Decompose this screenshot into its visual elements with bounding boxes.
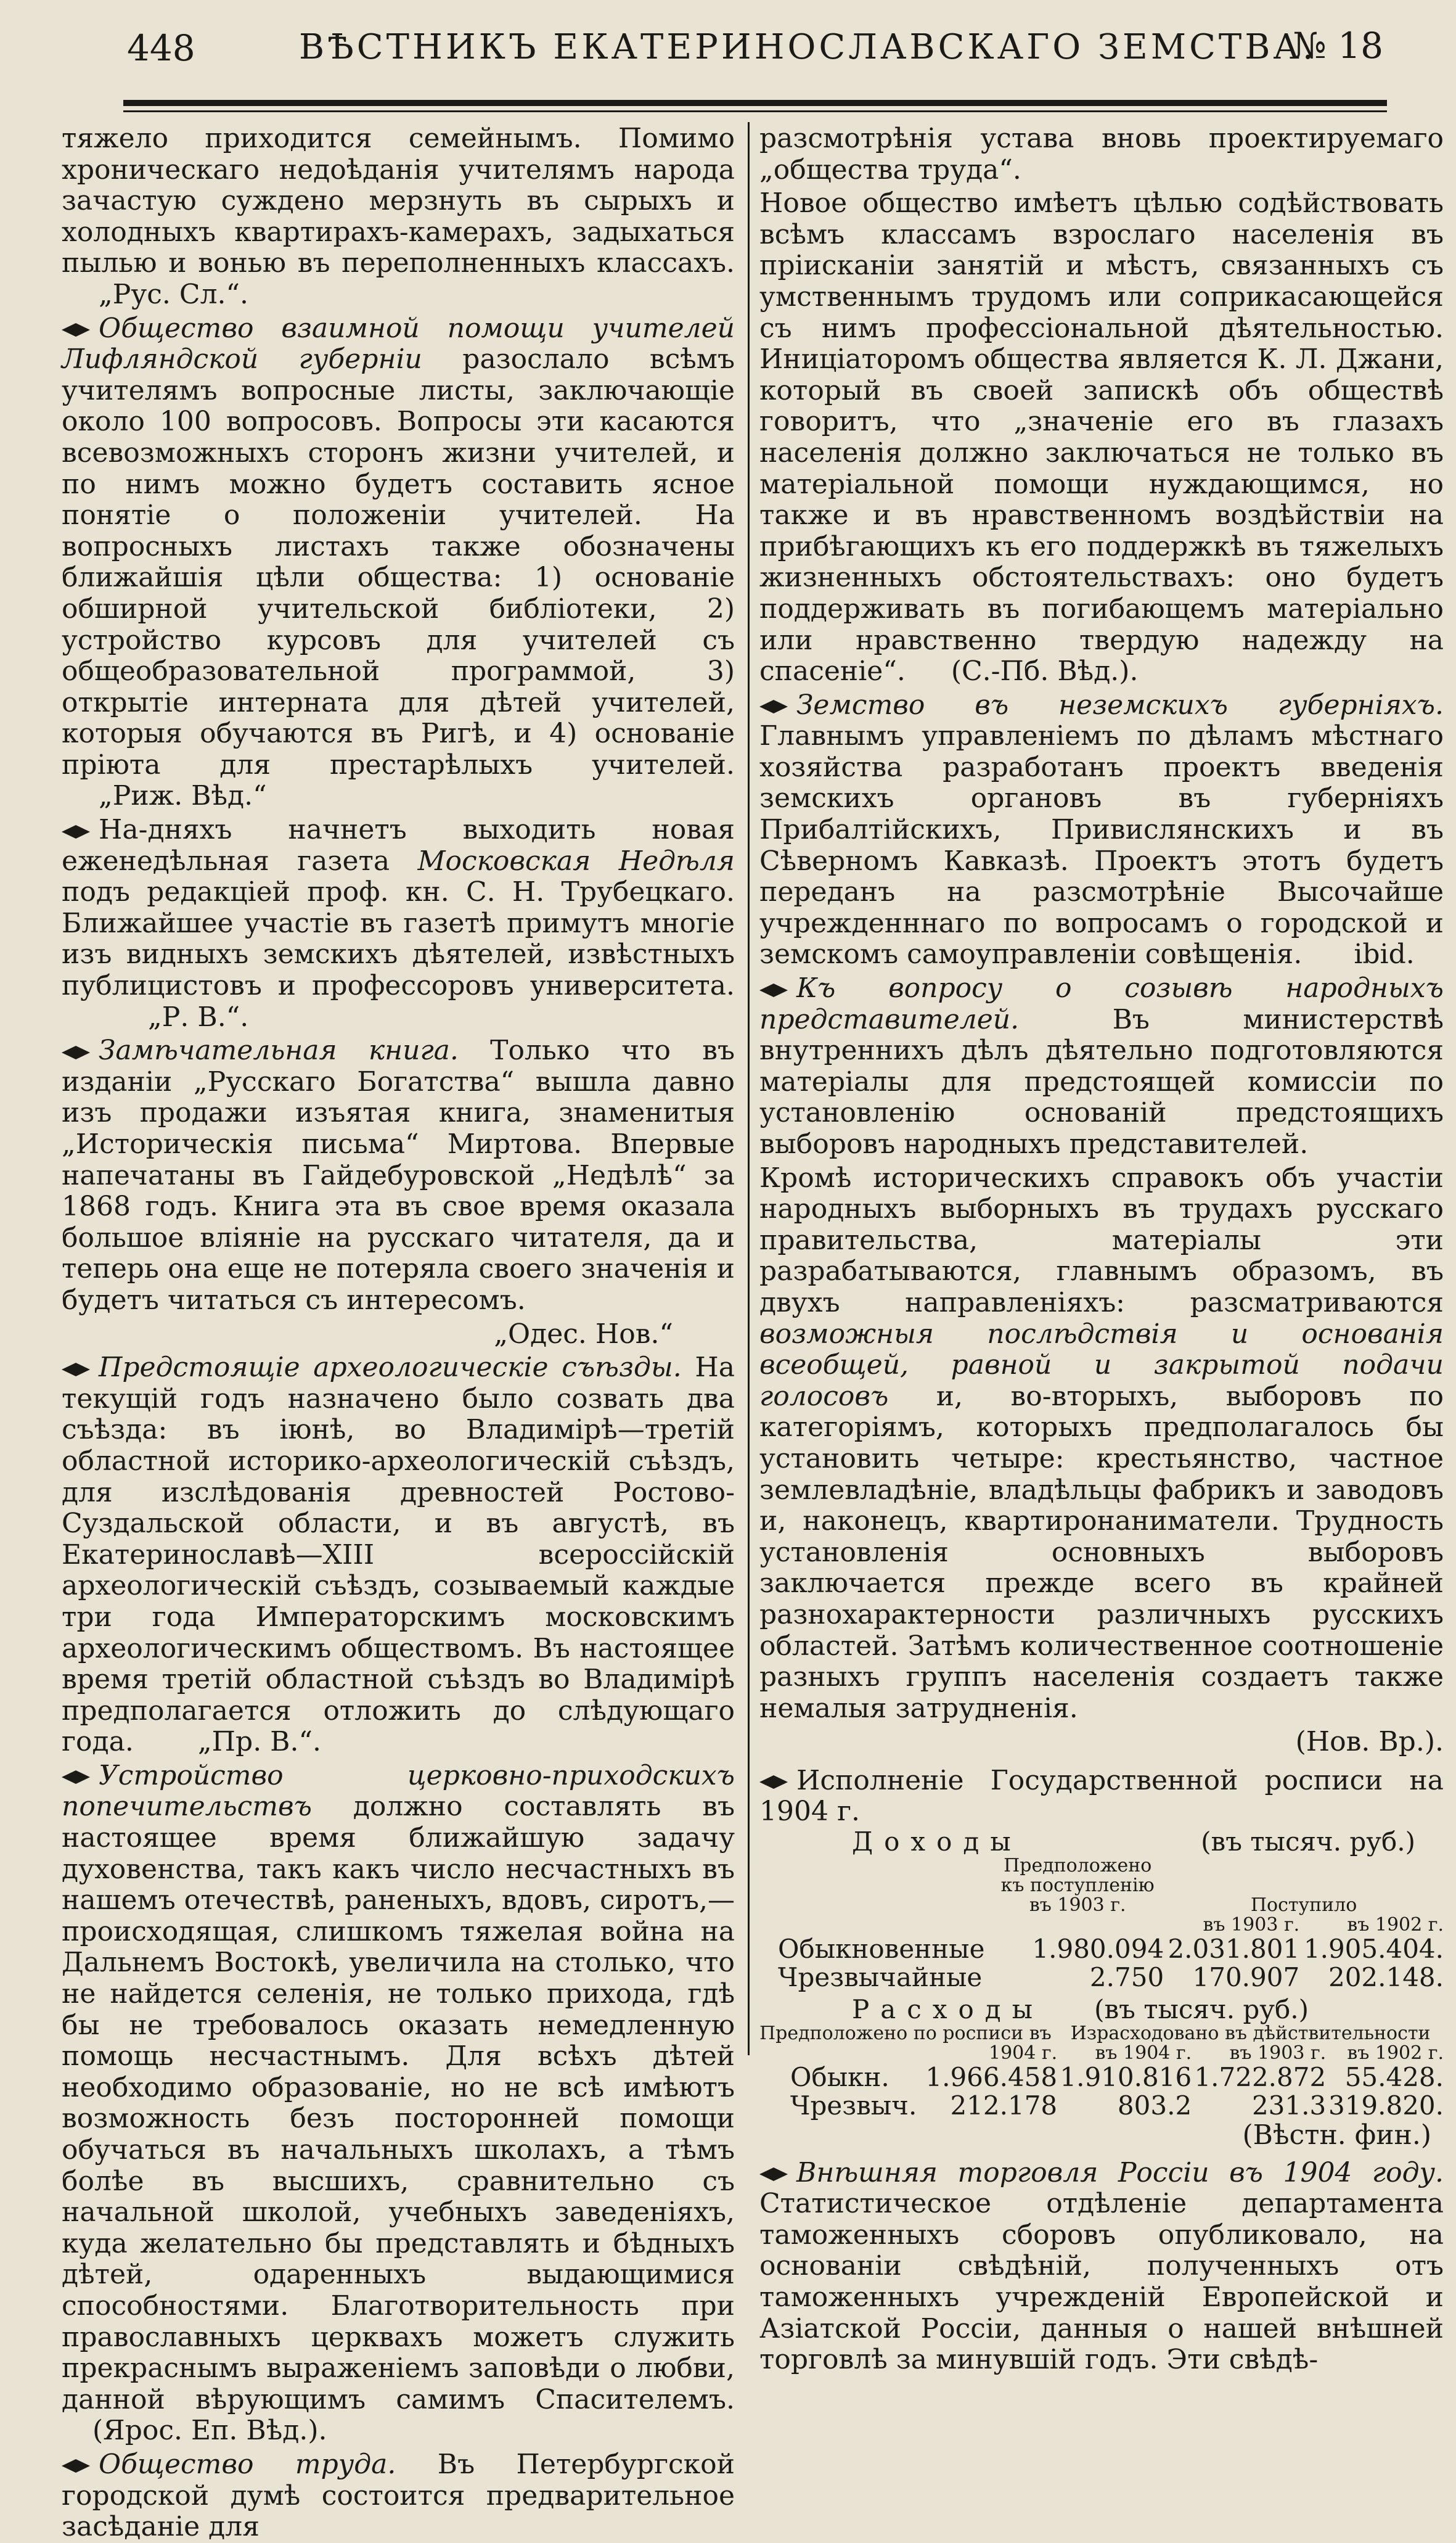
article-remarkable-book: Замѣчательная книга. Только что въ изданіи „Русскаго Богатства“ вышла давно изъ продажи изъятая книга, знаменитыя „Историческія письма“ Миртова. Впервые напечатаны въ Гайдебуровской „Недѣлѣ“ за 1868 годъ. Книга эта въ свое время оказала большое вліяніе на русскаго читателя, да и теперь она еще не потеряла своего значенія и будетъ читаться съ интересомъ. — [62, 1035, 735, 1316]
income-col-1902: въ 1902 г. — [1347, 1914, 1444, 1936]
article-title: Московская Недѣля — [417, 845, 735, 877]
bullet-diamond-icon — [62, 2459, 90, 2473]
bullet-diamond-icon — [62, 323, 90, 337]
header-rule-thin — [123, 110, 1387, 112]
expense-table: Расходы (въ тысяч. руб.) Предположено по росписи въ Израсходовано въ дѣйствительности 1904 г. въ 1904 г. въ 1903 г. въ 1902 г. Обыкн. 1.966.458 1.910.816 1.722.872 55.428. Чрезвыч. 212.178 803.2 231.3 319.820. — [759, 1994, 1444, 2121]
article-labour-society-body: Новое общество имѣетъ цѣлью содѣйствовать всѣмъ классамъ взрослаго населенія въ пріисканіи занятій и мѣстъ, связанныхъ съ умственнымъ трудомъ или соприкасающейся съ нимъ профессіональной дѣятельностью. Иниціаторомъ общества является К. Л. Джани, который въ своей запискѣ объ обществѣ говоритъ, что „значеніе его въ глазахъ населенія должно заключаться не только въ матеріальной помощи нуждающимся, но также и въ нравственномъ воздѣйствіи на прибѣгающихъ къ его поддержкѣ въ тяжелыхъ жизненныхъ обстоятельствахъ: оно будетъ поддерживать въ погибающемъ матеріально или нравственно твердую надежду на спасеніе“. (С.-Пб. Вѣд.). — [759, 187, 1444, 688]
bullet-diamond-icon — [759, 1775, 788, 1789]
article-moscow-weekly: На-дняхъ начнетъ выходить новая еженедѣльная газета Московская Недѣля подъ редакціей проф. кн. С. Н. Трубецкаго. Ближайшее участіе въ газетѣ примутъ многіе изъ видныхъ земскихъ дѣятелей, извѣстныхъ публицистовъ и профессоровъ университета. „Р. В.“. — [62, 814, 735, 1033]
page-header — [123, 18, 1387, 111]
journal-title: ВѢСТНИКЪ ЕКАТЕРИНОСЛАВСКАГО ЗЕМСТВА. — [299, 27, 1317, 67]
expense-heading: Расходы — [852, 1994, 1044, 2025]
bullet-diamond-icon — [62, 1770, 90, 1784]
article-teachers-society: Общество взаимной помощи учителей Лифляндской губерніи разослало всѣмъ учителямъ вопросные листы, заключающіе около 100 вопросовъ. Вопросы эти касаются всевозможныхъ сторонъ жизни учителей, и по нимъ можно будетъ составить ясное понятіе о положеніи учителей. На вопросныхъ листахъ также обозначены ближайшія цѣли общества: 1) основаніе обширной учительской библіотеки, 2) устройство курсовъ для учителей съ общеобразовательной программой, 3) открытіе интерната для дѣтей учителей, которыя обучаются въ Ригѣ, и 4) основаніе пріюта для престарѣлыхъ учителей. „Риж. Вѣд.“ — [62, 312, 735, 812]
source-citation: (Вѣстн. фин.) — [1242, 2119, 1431, 2151]
column-divider — [748, 122, 750, 2055]
article-continuation: разсмотрѣнія устава вновь проектируемаго „общества труда“. — [759, 123, 1444, 186]
source-citation: (С.-Пб. Вѣд.). — [951, 655, 1139, 688]
bullet-diamond-icon — [62, 1046, 90, 1059]
expense-row: Обыкн. 1.966.458 1.910.816 1.722.872 55.428. — [790, 2062, 1444, 2093]
income-unit: (въ тысяч. руб.) — [1201, 1826, 1416, 1857]
article-archaeological-congresses: Предстоящіе археологическіе съѣзды. На текущій годъ назначено было созвать два съѣзда: въ іюнѣ, во Владимірѣ—третій областной историко-археологическій съѣздъ, для изслѣдованія древностей Ростово-Суздальской области, и въ августѣ, въ Екатеринославѣ—XIII всероссійскій археологическій съѣздъ, созываемый каждые три года Императорскимъ московскимъ археологическимъ обществомъ. Въ настоящее время третій областной съѣздъ во Владимірѣ предполагается отложить до слѣдующаго года. „Пр. В.“. — [62, 1352, 735, 1758]
source-citation: „Пр. В.“. — [197, 1726, 321, 1758]
source-citation: „Р. В.“. — [148, 1001, 249, 1033]
income-col-received: Поступило — [1250, 1894, 1357, 1916]
article-title: Предстоящіе археологическіе съѣзды. — [99, 1352, 682, 1384]
article-title: Исполненіе Государственной росписи на 1904 г. — [759, 1764, 1444, 1828]
article-title: Къ вопросу о созывѣ народныхъ представителей. — [759, 972, 1444, 1035]
source-citation: „Риж. Вѣд.“ — [99, 780, 267, 812]
expense-unit: (въ тысяч. руб.) — [1094, 1994, 1309, 2025]
article-title: Земство въ неземскихъ губерніяхъ. — [796, 689, 1444, 721]
income-col-planned: Предположено къ поступленію въ 1903 г. — [1000, 1855, 1155, 1916]
source-citation: (Нов. Вр.). — [1295, 1726, 1444, 1758]
article-title: Общество труда. — [99, 2448, 396, 2480]
article-title: Внѣшняя торговля Россіи въ 1904 году. — [796, 2156, 1444, 2188]
right-column — [759, 123, 1444, 2376]
issue-number: № 18 — [1292, 25, 1383, 67]
source-citation: „Рус. Сл.“. — [99, 278, 248, 310]
income-row: Чрезвычайные 2.750 170.907 202.148. — [778, 1962, 1444, 1993]
income-col-1903: въ 1903 г. — [1203, 1914, 1300, 1936]
income-heading: Доходы — [852, 1826, 1022, 1857]
bullet-diamond-icon — [62, 1363, 90, 1376]
source-citation: ibid. — [1354, 939, 1415, 971]
article-title: Замѣчательная книга. — [99, 1035, 459, 1067]
bullet-diamond-icon — [62, 825, 90, 839]
header-rule-thick — [123, 100, 1387, 106]
source-citation: (Ярос. Еп. Вѣд.). — [92, 2415, 327, 2447]
income-row: Обыкновенные 1.980.094 2.031.801 1.905.404. — [778, 1934, 1444, 1965]
income-table — [759, 1828, 1444, 1992]
expense-col-planned: Предположено по росписи въ — [759, 2023, 1052, 2045]
page-number: 448 — [127, 27, 195, 69]
article-continuation: тяжело приходится семейнымъ. Помимо хроническаго недоѣданія учителямъ народа зачастую суждено мерзнуть въ сырыхъ и холодныхъ квартирахъ-камерахъ, задыхаться пылью и вонью въ переполненныхъ классахъ. „Рус. Сл.“. — [62, 123, 735, 310]
article-zemstvo-non-zemstvo: Земство въ неземскихъ губерніяхъ. Главнымъ управленіемъ по дѣламъ мѣстнаго хозяйства разработанъ проектъ введенія земскихъ органовъ въ губерніяхъ Прибалтійскихъ, Привислянскихъ и въ Сѣверномъ Кавказѣ. Проектъ этотъ будетъ переданъ на разсмотрѣніе Высочайше учрежденннаго по вопросамъ о городской и земскомъ самоуправленіи совѣщенія. ibid. — [759, 689, 1444, 971]
left-column — [62, 123, 735, 2543]
article-labour-society: Общество труда. Въ Петербургской городской думѣ состоится предварительное засѣданіе для — [62, 2448, 735, 2543]
article-foreign-trade: Внѣшняя торговля Россіи въ 1904 году. Статистическое отдѣленіе департамента таможенныхъ сборовъ опубликовало, на основаніи свѣдѣній, полученныхъ отъ таможенныхъ учрежденій Европейской и Азіатской Россіи, данныя о нашей внѣшней торговлѣ за минувшій годъ. Эти свѣдѣ- — [759, 2156, 1444, 2376]
article-title: Общество взаимной помощи учителей Лифляндской губерніи — [62, 312, 735, 376]
article-title: Устройство церковно-приходскихъ попечительствъ — [62, 1759, 735, 1823]
article-peoples-representatives: Къ вопросу о созывѣ народныхъ представителей. Въ министерствѣ внутреннихъ дѣлъ дѣятельно подготовляются матеріалы для предстоящей комиссіи по установленію основаній предстоящихъ выборовъ народныхъ представителей. — [759, 972, 1444, 1160]
bullet-diamond-icon — [759, 700, 788, 713]
article-parish-trusteeships: Устройство церковно-приходскихъ попечительствъ должно составлять въ настоящее время ближайшую задачу духовенства, такъ какъ число несчастныхъ въ нашемъ отечествѣ, раненыхъ, вдовъ, сиротъ,—происходящая, слишкомъ тяжелая война на Дальнемъ Востокѣ, увеличила на столько, что не найдется селенія, не только прихода, гдѣ бы не требовалось оказать немедленную помощь несчастнымъ. Для всѣхъ дѣтей необходимо образованіе, но не всѣ имѣютъ возможность безъ посторонней помощи обучаться въ начальныхъ школахъ, а тѣмъ болѣе въ высшихъ, сравнительно съ начальной школой, учебныхъ заведеніяхъ, куда желательно бы представлять и бѣдныхъ дѣтей, одаренныхъ выдающимися способностями. Благотворительность при православныхъ церквахъ можетъ служить прекраснымъ выраженіемъ заповѣди о любви, данной вѣрующимъ самимъ Спасителемъ. (Ярос. Еп. Вѣд.). — [62, 1759, 735, 2447]
expense-row: Чрезвыч. 212.178 803.2 231.3 319.820. — [790, 2090, 1444, 2121]
article-state-budget — [759, 1765, 1444, 1828]
source-citation: „Одес. Нов.“ — [494, 1318, 673, 1350]
article-representatives-body: Кромѣ историческихъ справокъ объ участіи народныхъ выборныхъ въ трудахъ русскаго правительства, матеріалы эти разрабатываются, главнымъ образомъ, въ двухъ направленіяхъ: разсматриваются возможныя послѣдствія и основанія всеобщей, равной и закрытой подачи голосовъ и, во-вторыхъ, выборовъ по категоріямъ, которыхъ предполагалось бы установить четыре: крестьянство, частное землевладѣніе, владѣльцы фабрикъ и заводовъ и, наконецъ, квартиронаниматели. Трудность установленія основныхъ выборовъ заключается прежде всего въ крайней разнохарактерности различныхъ русскихъ областей. Затѣмъ количественное соотношеніе разныхъ группъ населенія создаетъ также немалыя затрудненія. — [759, 1162, 1444, 1724]
bullet-diamond-icon — [759, 2167, 788, 2181]
expense-col-spent: Израсходовано въ дѣйствительности — [1070, 2023, 1431, 2045]
bullet-diamond-icon — [759, 984, 788, 997]
